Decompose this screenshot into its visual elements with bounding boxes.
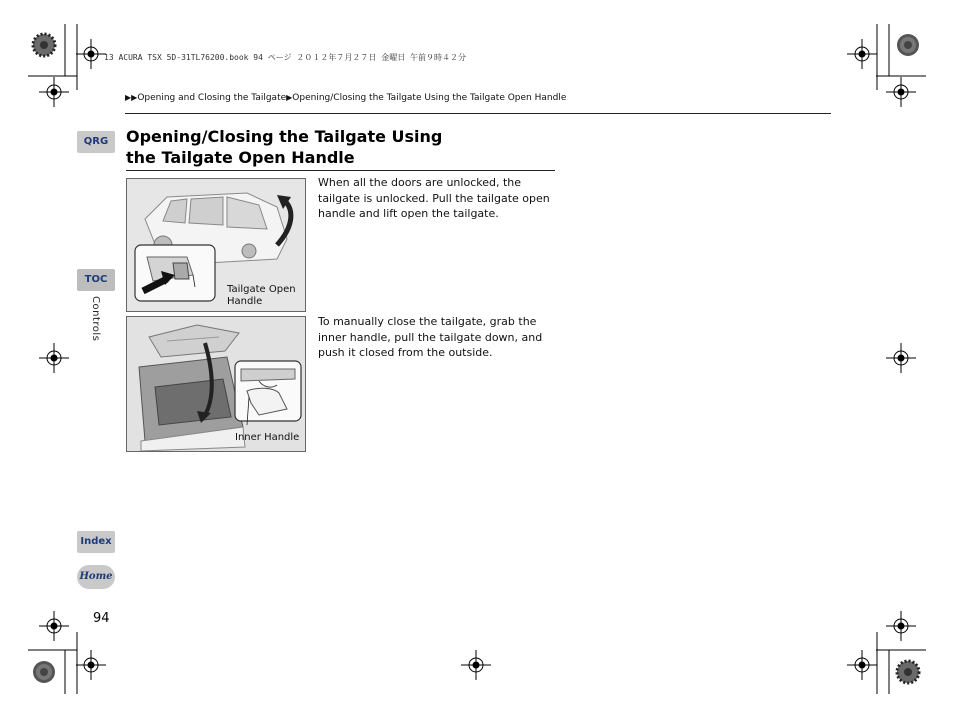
callout-inner-handle-label: Inner Handle [235,432,300,443]
tailgate-open-illustration [126,178,306,312]
toc-button[interactable]: TOC [77,269,115,291]
callout-tailgate-open-handle [227,284,296,307]
qrg-button[interactable]: QRG [77,131,115,153]
header-rule [125,113,831,114]
page-title-line1: Opening/Closing the Tailgate Using [126,127,443,146]
index-button[interactable]: Index [77,531,115,553]
chapter-label: Controls [90,296,101,342]
step2-text: To manually close the tailgate, grab the inner handle, pull the tailgate down, and push it closed from the outside. [318,315,543,359]
callout-inner-handle [235,432,299,444]
tailgate-handle-illustration [127,317,305,451]
callout-line2: Handle [227,295,263,307]
callout-line1: Tailgate Open [227,284,296,295]
tailgate-close-illustration [126,316,306,452]
title-rule [126,170,555,171]
page-title-line2: the Tailgate Open Handle [126,148,355,167]
breadcrumb-current: Opening/Closing the Tailgate Using the Tailgate Open Handle [292,93,567,103]
page-number: 94 [93,611,110,626]
step1-text: When all the doors are unlocked, the tailgate is unlocked. Pull the tailgate open handle and lift open the tailgate. [318,176,550,220]
home-button[interactable]: Home [77,565,115,589]
breadcrumb-separator: ▶ [286,93,293,102]
page-title [126,126,442,168]
breadcrumb-arrows: ▶▶ [125,93,138,102]
print-header: 13 ACURA TSX 5D-31TL76200.book 94 ページ ２０１２年７月２７日 金曜日 午前９時４２分 [104,53,467,62]
breadcrumb-link-opening-closing[interactable]: Opening and Closing the Tailgate [137,93,287,103]
breadcrumb [125,93,566,103]
